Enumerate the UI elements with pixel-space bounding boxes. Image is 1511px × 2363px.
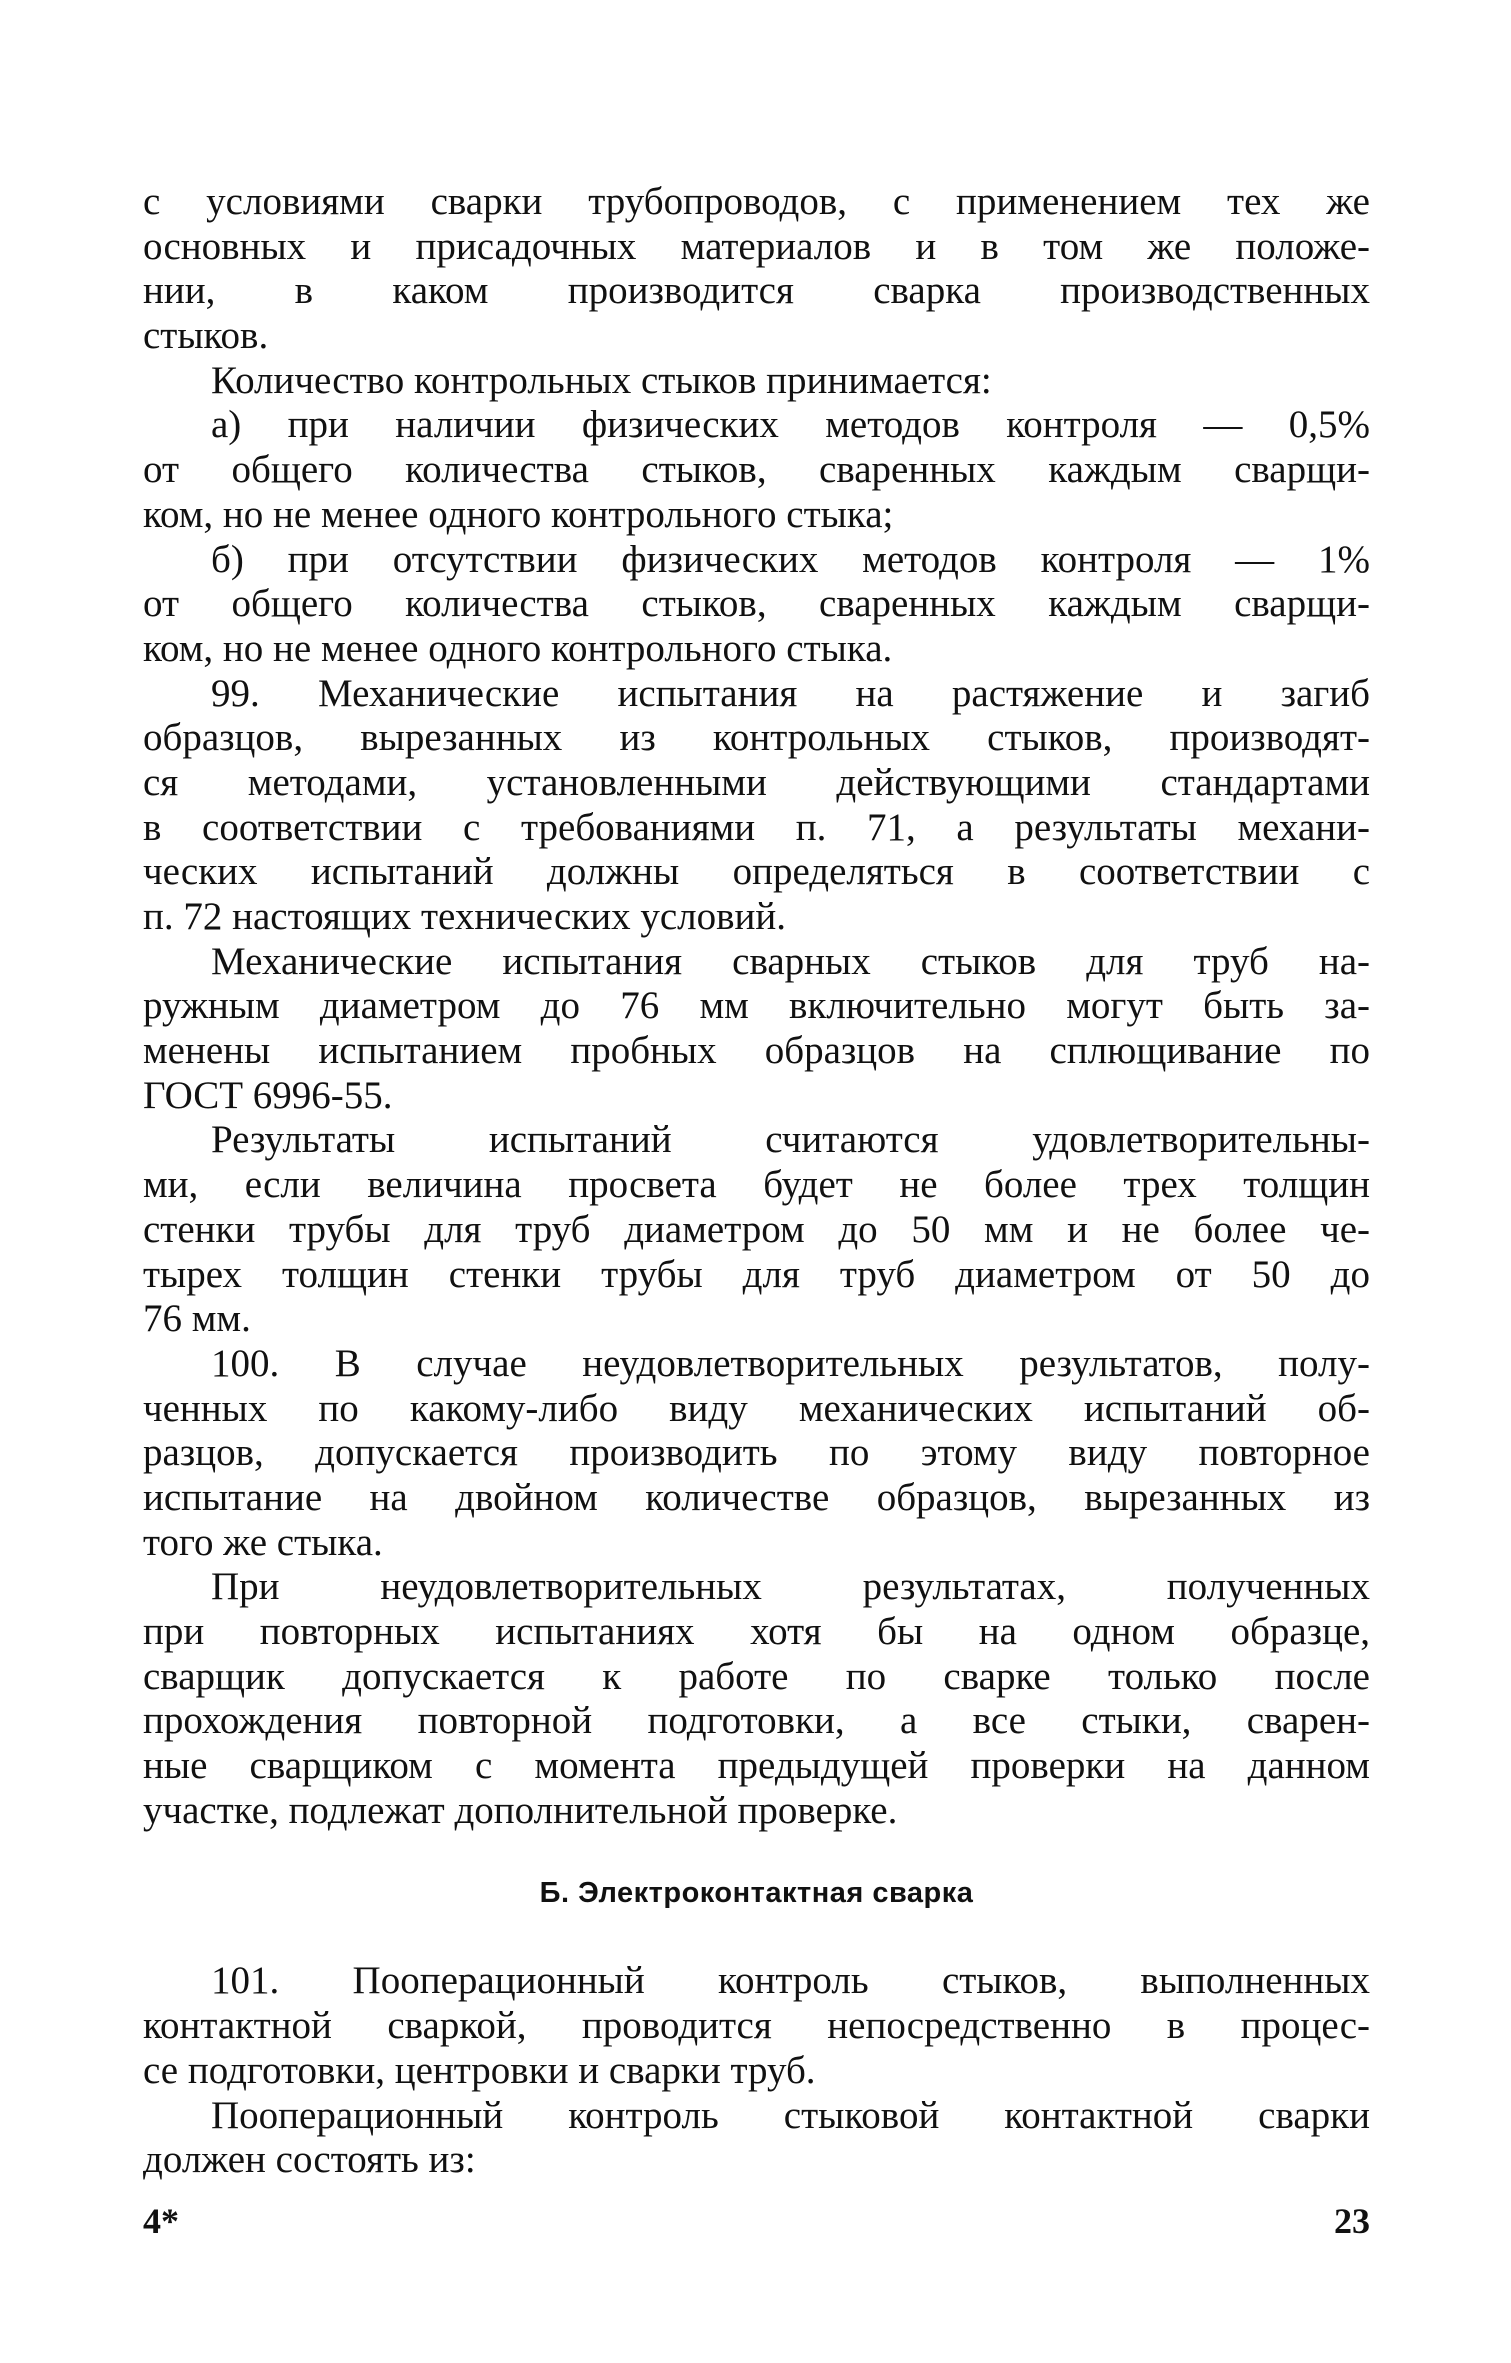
paragraph-item-a — [143, 403, 1370, 537]
text-line: при повторных испытаниях хотя бы на одном образце, — [143, 1610, 1370, 1653]
text-line: 100. В случае неудовлетворительных результатов, полу- — [211, 1341, 1370, 1385]
text-line: образцов, вырезанных из контрольных стыков, производят- — [143, 716, 1370, 760]
section-heading: Б. Электроконтактная сварка — [539, 1877, 974, 1910]
paragraph-count-intro — [143, 359, 1370, 404]
text-line: ся методами, установленными действующими стандартами — [143, 760, 1370, 804]
text-line: Количество контрольных стыков принимается: — [211, 358, 992, 402]
text-line: ком, но не менее одного контрольного стыка. — [143, 626, 893, 670]
text-line: п. 72 настоящих технических условий. — [143, 895, 787, 938]
text-line: с условиями сварки трубопроводов, с применением тех же — [143, 180, 1370, 223]
paragraph-101 — [143, 1959, 1370, 2093]
text-line: ми, если величина просвета будет не более трех толщин — [143, 1163, 1370, 1207]
paragraph-operational-control — [143, 2094, 1370, 2183]
text-line: ком, но не менее одного контрольного стыка; — [143, 492, 894, 536]
text-line: 101. Пооперационный контроль стыков, выполненных — [211, 1959, 1370, 2003]
text-line: 99. Механические испытания на растяжение и загиб — [211, 671, 1370, 715]
text-line: того же стыка. — [143, 1520, 383, 1564]
text-line: в соответствии с требованиями п. 71, а результаты механи- — [143, 805, 1370, 849]
paragraph-mechanical-tests — [143, 940, 1370, 1119]
text-line: прохождения повторной подготовки, а все стыки, сварен- — [143, 1699, 1370, 1743]
text-line: ные сварщиком с момента предыдущей проверки на данном — [143, 1744, 1370, 1788]
text-line: тырех толщин стенки трубы для труб диаметром от 50 до — [143, 1252, 1370, 1296]
paragraph-100 — [143, 1342, 1370, 1565]
text-line: сварщик допускается к работе по сварке только после — [143, 1654, 1370, 1698]
paragraph-failure — [143, 1565, 1370, 1833]
text-line: разцов, допускается производить по этому виду повторное — [143, 1431, 1370, 1475]
text-line: се подготовки, центровки и сварки труб. — [143, 2048, 816, 2092]
text-line: от общего количества стыков, сваренных каждым сварщи- — [143, 448, 1370, 492]
text-line: должен состоять из: — [143, 2138, 476, 2182]
text-line: основных и присадочных материалов и в том же положе- — [143, 224, 1370, 268]
text-line: ченных по какому-либо виду механических испытаний об- — [143, 1386, 1370, 1430]
text-line: При неудовлетворительных результатах, полученных — [211, 1565, 1370, 1609]
text-line: участке, подлежат дополнительной проверке. — [143, 1788, 898, 1832]
text-line: а) при наличии физических методов контроля — 0,5% — [211, 403, 1370, 447]
paragraph-results — [143, 1118, 1370, 1341]
text-line: 76 мм. — [143, 1297, 251, 1341]
paragraph-continuation — [143, 180, 1370, 359]
text-line: контактной сваркой, проводится непосредственно в процес- — [143, 2004, 1370, 2048]
paragraph-item-b — [143, 538, 1370, 672]
text-line: испытание на двойном количестве образцов, вырезанных из — [143, 1475, 1370, 1519]
text-line: ружным диаметром до 76 мм включительно могут быть за- — [143, 984, 1370, 1028]
text-line: стенки трубы для труб диаметром до 50 мм и не более че- — [143, 1207, 1370, 1251]
text-line: ческих испытаний должны определяться в соответствии с — [143, 850, 1370, 894]
paragraph-99 — [143, 672, 1370, 940]
page-number: 23 — [1334, 2201, 1370, 2241]
text-line: Результаты испытаний считаются удовлетворительны- — [211, 1118, 1370, 1162]
text-line: нии, в каком производится сварка производственных — [143, 269, 1370, 313]
text-line: ГОСТ 6996-55. — [143, 1073, 393, 1117]
text-line: б) при отсутствии физических методов контроля — 1% — [211, 537, 1370, 581]
text-line: менены испытанием пробных образцов на сплющивание по — [143, 1029, 1370, 1073]
text-line: Механические испытания сварных стыков для труб на- — [211, 939, 1370, 983]
text-line: Пооперационный контроль стыковой контактной сварки — [211, 2093, 1370, 2137]
text-line: от общего количества стыков, сваренных каждым сварщи- — [143, 582, 1370, 626]
text-line: стыков. — [143, 314, 269, 358]
page-body — [143, 180, 1370, 2183]
signature-mark: 4* — [143, 2201, 179, 2241]
